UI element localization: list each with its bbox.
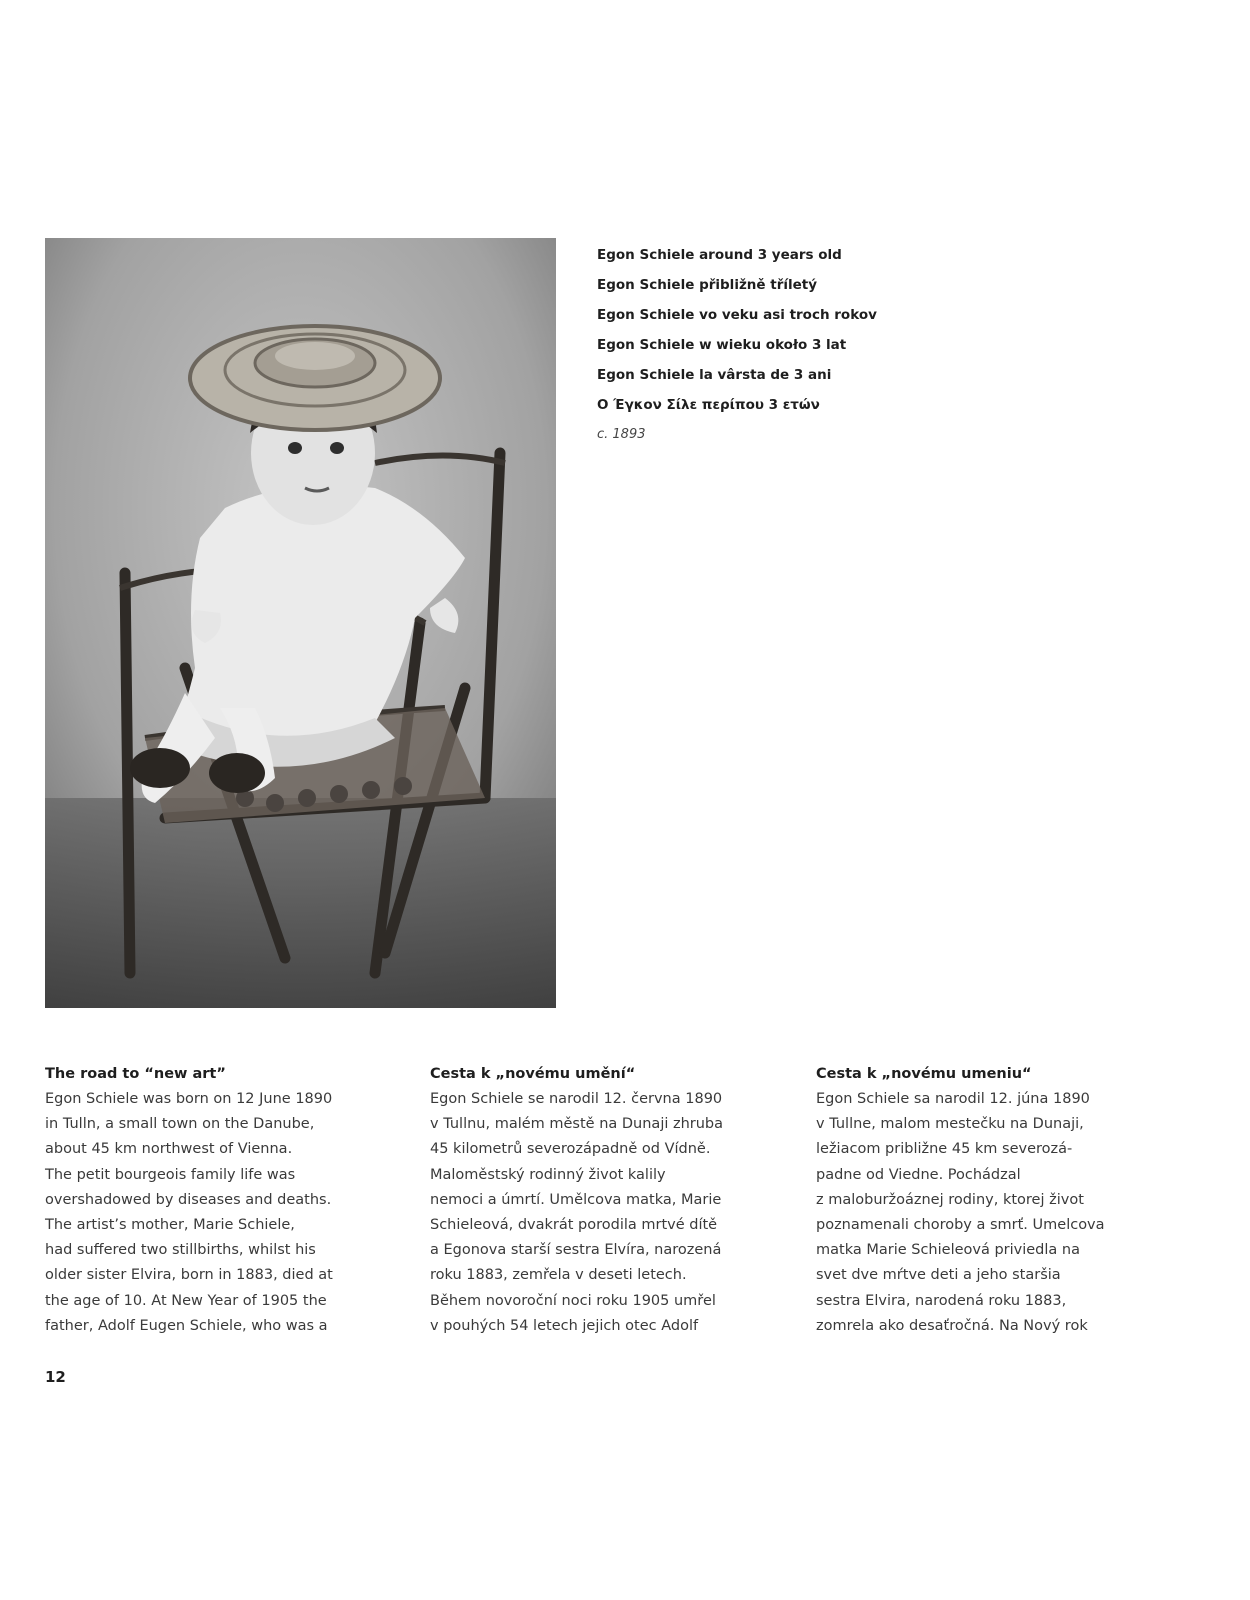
body-line: v Tullne, malom mestečku na Dunaji, — [816, 1116, 1084, 1133]
body-line: Egon Schiele sa narodil 12. júna 1890 — [816, 1091, 1090, 1107]
caption-english: Egon Schiele around 3 years old — [597, 247, 842, 263]
portrait-photo — [45, 238, 556, 1008]
body-line: svet dve mŕtve deti a jeho staršia — [816, 1267, 1061, 1284]
body-line: v pouhých 54 letech jejich otec Adolf — [430, 1317, 699, 1334]
text-column-czech — [430, 1062, 785, 1339]
body-line: sestra Elvira, narodená roku 1883, — [816, 1292, 1067, 1309]
body-line: Během novoroční noci roku 1905 umřel — [430, 1292, 716, 1309]
body-line: padne od Viedne. Pochádzal — [816, 1166, 1021, 1183]
body-line: poznamenali choroby a smrť. Umelcova — [816, 1217, 1105, 1234]
body-line: in Tulln, a small town on the Danube, — [45, 1116, 315, 1133]
body-line: Schieleová, dvakrát porodila mrtvé dítě — [430, 1217, 718, 1234]
section-heading: Cesta k „novému umeniu“ — [816, 1066, 1032, 1082]
caption-romanian: Egon Schiele la vârsta de 3 ani — [597, 367, 832, 383]
caption-polish: Egon Schiele w wieku około 3 lat — [597, 337, 847, 353]
body-line: older sister Elvira, born in 1883, died at — [45, 1267, 333, 1284]
body-line: The petit bourgeois family life was — [45, 1166, 296, 1183]
section-heading: The road to “new art” — [45, 1066, 226, 1082]
body-line: matka Marie Schieleová priviedla na — [816, 1242, 1080, 1259]
body-line: ležiacom približne 45 km severozá- — [816, 1141, 1073, 1158]
section-heading: Cesta k „novému umění“ — [430, 1066, 636, 1082]
photo-caption — [597, 240, 1017, 450]
body-line: v Tullnu, malém městě na Dunaji zhruba — [430, 1116, 724, 1133]
body-line: 45 kilometrů severozápadně od Vídně. — [430, 1141, 711, 1158]
child-on-chair-image — [45, 238, 556, 1008]
caption-czech: Egon Schiele přibližně tříletý — [597, 277, 818, 293]
caption-greek: Ο Έγκον Σίλε περίπου 3 ετών — [597, 397, 820, 413]
text-column-english — [45, 1062, 400, 1339]
body-line: The artist’s mother, Marie Schiele, — [45, 1217, 295, 1234]
body-line: nemoci a úmrtí. Umělcova matka, Marie — [430, 1191, 722, 1208]
page-number: 12 — [45, 1368, 66, 1386]
body-line: overshadowed by diseases and deaths. — [45, 1191, 332, 1208]
body-line: father, Adolf Eugen Schiele, who was a — [45, 1317, 328, 1334]
body-line: a Egonova starší sestra Elvíra, narozená — [430, 1242, 722, 1259]
body-line: had suffered two stillbirths, whilst his — [45, 1242, 316, 1259]
body-line: the age of 10. At New Year of 1905 the — [45, 1292, 327, 1309]
body-line: roku 1883, zemřela v deseti letech. — [430, 1267, 687, 1284]
body-line: zomrela ako desaťročná. Na Nový rok — [816, 1317, 1088, 1334]
body-line: Maloměstský rodinný život kalily — [430, 1166, 666, 1183]
body-line: Egon Schiele se narodil 12. června 1890 — [430, 1091, 723, 1107]
body-line: about 45 km northwest of Vienna. — [45, 1141, 293, 1158]
body-line: Egon Schiele was born on 12 June 1890 — [45, 1091, 333, 1107]
caption-slovak: Egon Schiele vo veku asi troch rokov — [597, 307, 877, 323]
text-column-slovak — [816, 1062, 1171, 1339]
body-line: z maloburžoáznej rodiny, ktorej život — [816, 1191, 1084, 1208]
caption-date: c. 1893 — [597, 427, 646, 442]
